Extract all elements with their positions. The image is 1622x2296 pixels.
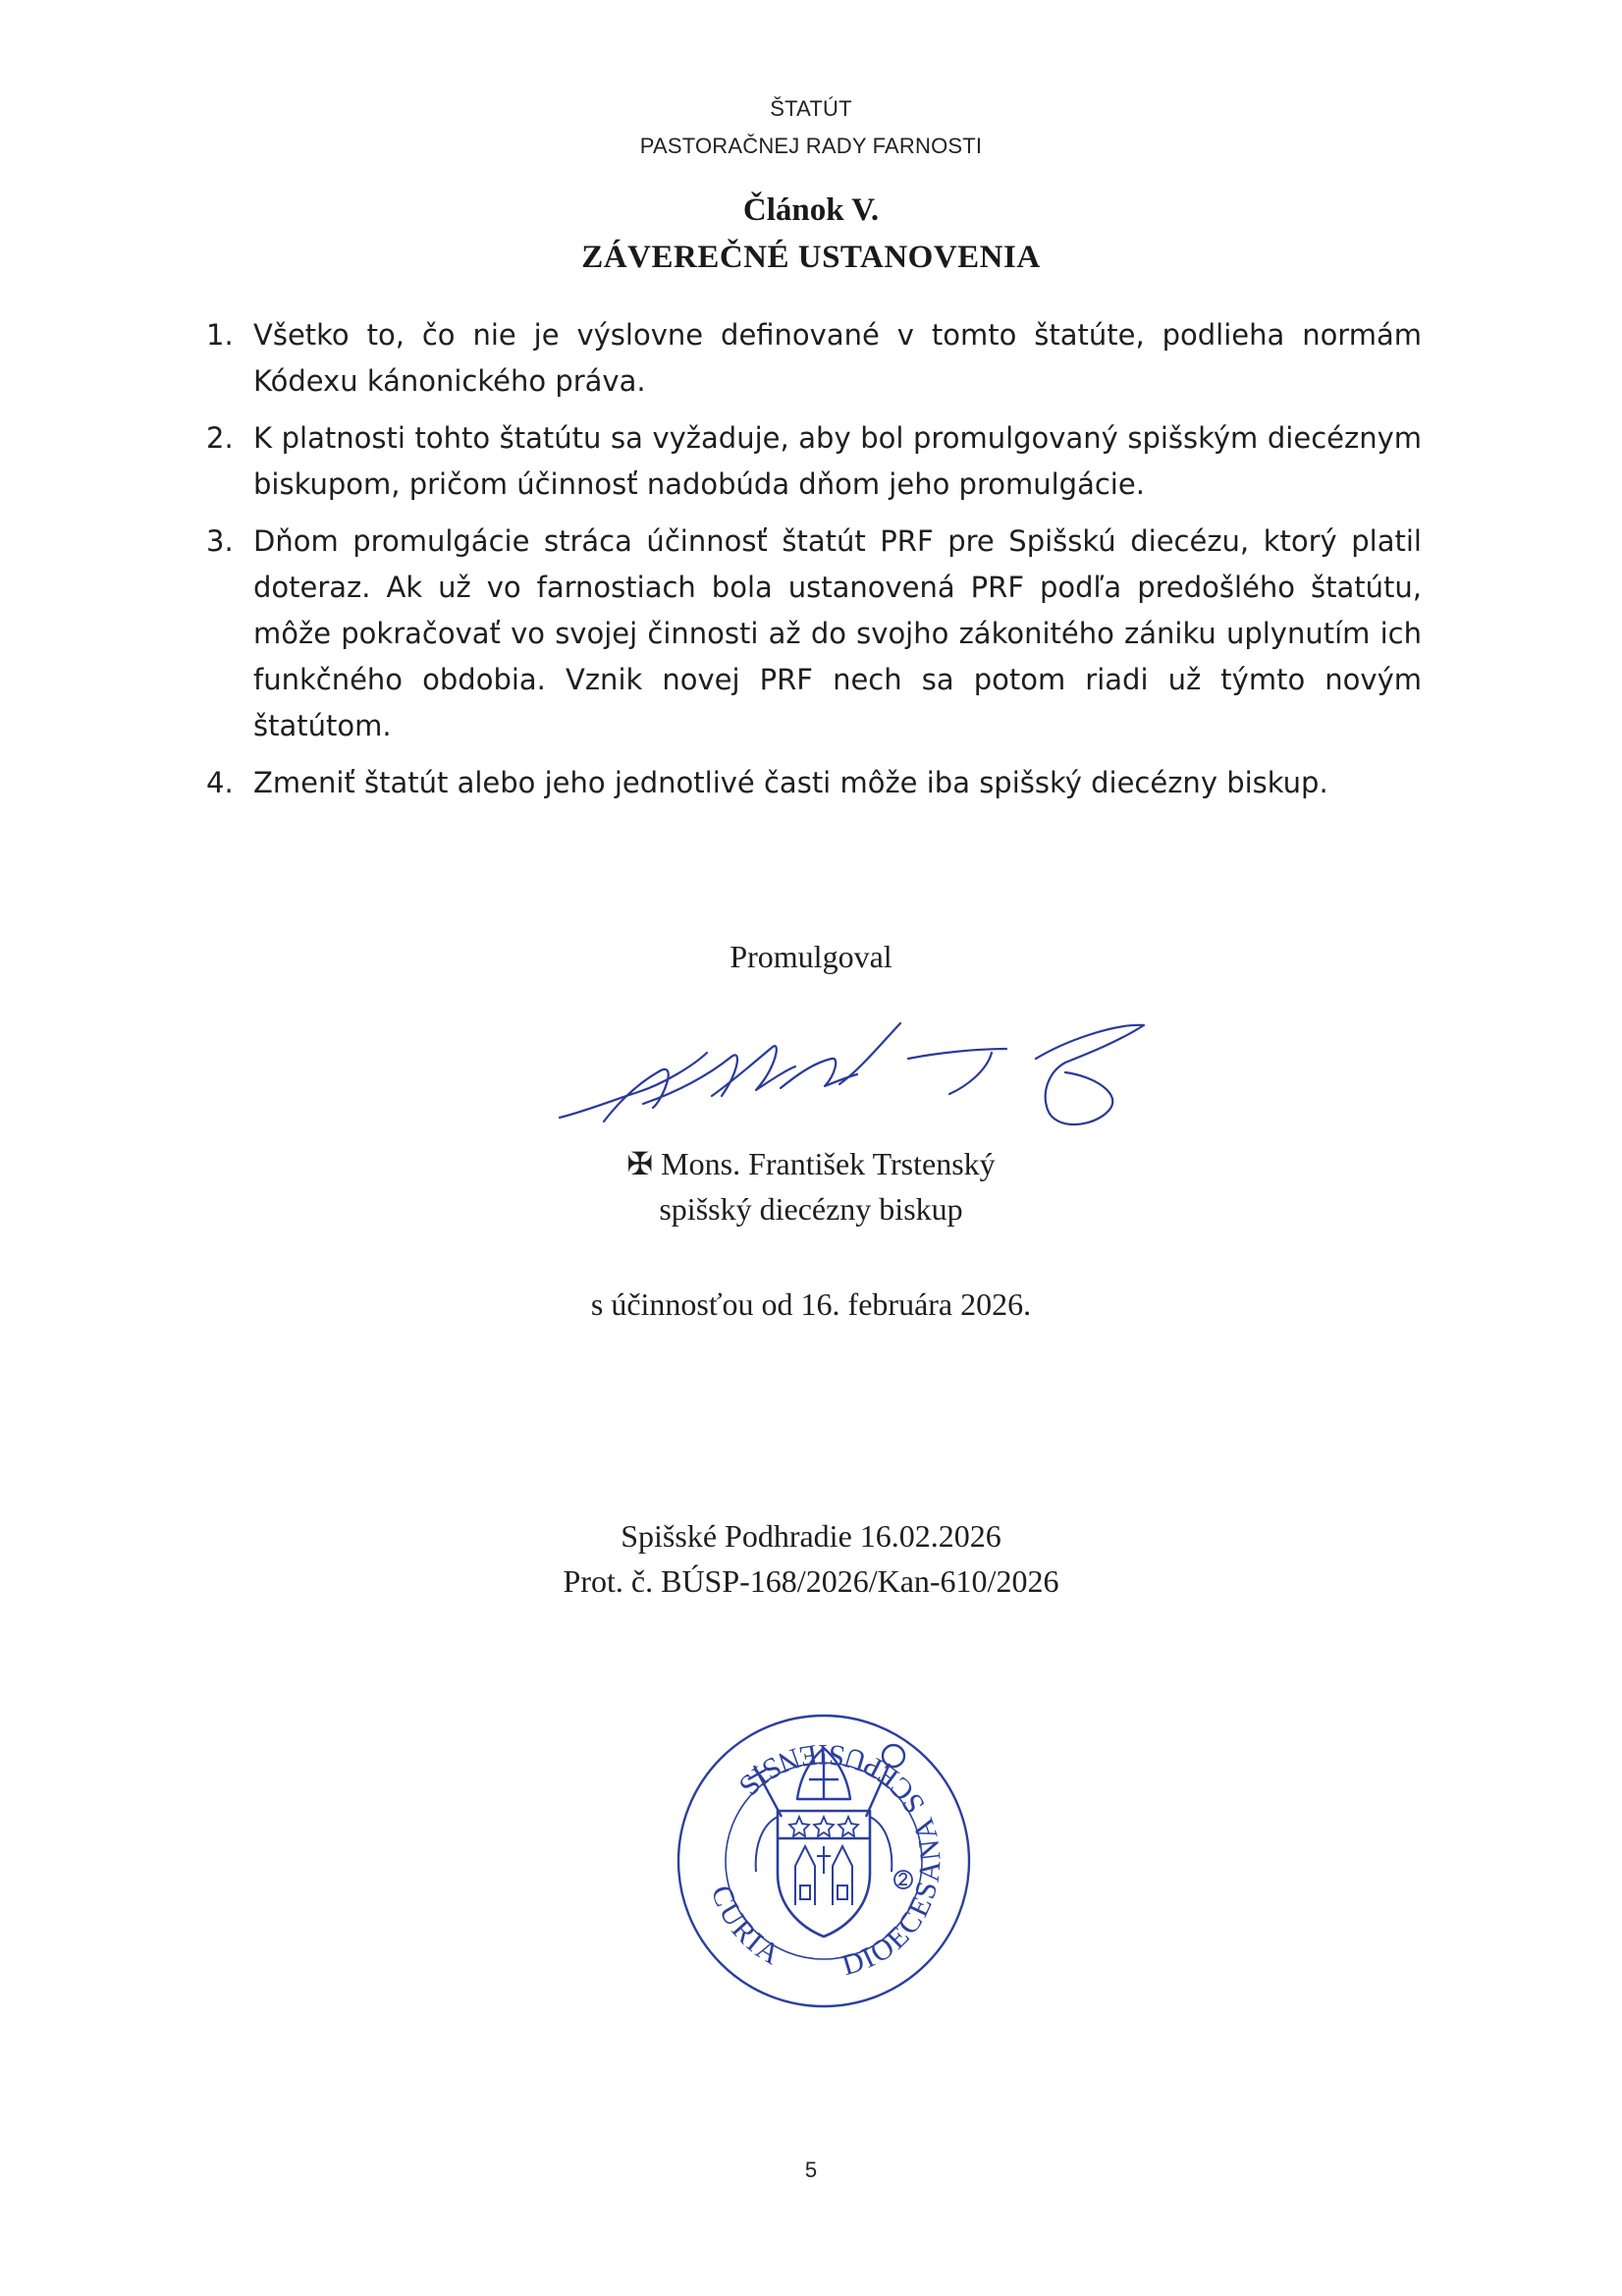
- item-number: 1.: [206, 318, 234, 352]
- item-text: Všetko to, čo nie je výslovne definované v tomto štatúte, podlieha normám Kódexu kánonického práva.: [253, 318, 1422, 398]
- seal-text-bottom: DIOECESANA: [838, 1812, 947, 1983]
- stars-icon: [789, 1817, 858, 1836]
- promulgation-label: Promulgoval: [730, 939, 892, 974]
- effective-date: s účinnosťou od 16. februára 2026.: [590, 1286, 1032, 1322]
- signature-image: [545, 1002, 1154, 1149]
- list-item: [206, 312, 1422, 405]
- provisions-list: [206, 312, 1422, 817]
- diocesan-seal-image: [672, 1709, 976, 2013]
- signer-title: spišský diecézny biskup: [659, 1191, 963, 1227]
- seal-legend: [705, 1738, 947, 1982]
- item-number: 3.: [206, 524, 234, 558]
- protocol-number: Prot. č. BÚSP-168/2026/Kan-610/2026: [563, 1563, 1059, 1599]
- page-number: 5: [804, 2158, 818, 2182]
- article-title: ZÁVEREČNÉ USTANOVENIA: [581, 240, 1041, 275]
- list-item: [206, 519, 1422, 749]
- seal-text-right: SCEPUSIENSIS: [730, 1737, 932, 1820]
- signer-name: ✠ Mons. František Trstenský: [626, 1146, 996, 1181]
- item-text: K platnosti tohto štatútu sa vyžaduje, aby bol promulgovaný spišským diecéznym biskupom, pričom účinnosť nadobúda dňom jeho promulgácie.: [253, 421, 1422, 501]
- header-line-1: ŠTATÚT: [770, 96, 852, 121]
- item-number: 4.: [206, 766, 234, 799]
- place-and-date: Spišské Podhradie 16.02.2026: [621, 1518, 1001, 1554]
- church-icon: [795, 1846, 852, 1905]
- seal-text-left: CURIA: [704, 1881, 787, 1973]
- article-number: Článok V.: [742, 192, 880, 228]
- list-item: [206, 415, 1422, 508]
- item-number: 2.: [206, 421, 234, 455]
- list-item: [206, 760, 1422, 806]
- item-text: Zmeniť štatút alebo jeho jednotlivé časti môže iba spišský diecézny biskup.: [253, 766, 1328, 799]
- item-text: Dňom promulgácie stráca účinnosť štatút PRF pre Spišskú diecézu, ktorý platil doteraz. Ak už vo farnostiach bola ustanovená PRF podľa predošlého štatútu, môže pokračovať vo svojej činnosti až do svojho zákonitého zániku uplynutím ich funkčného obdobia. Vznik novej PRF nech sa potom riadi už týmto novým štatútom.: [253, 524, 1422, 742]
- signature-strokes: [560, 1023, 1144, 1124]
- header-line-2: PASTORAČNEJ RADY FARNOSTI: [639, 134, 983, 158]
- seal-number-mark: [894, 1871, 912, 1888]
